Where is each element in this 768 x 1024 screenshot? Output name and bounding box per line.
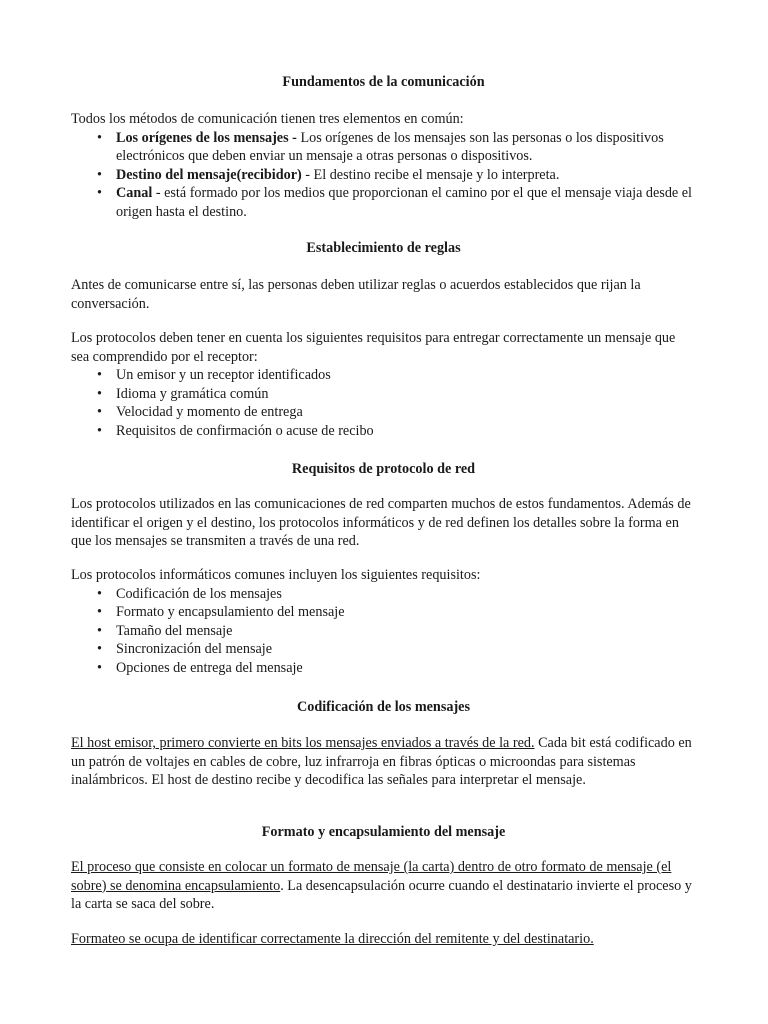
section-reglas-requisitos [71, 329, 696, 441]
list-item [71, 659, 696, 678]
protocolo-paragraph-1: Los protocolos utilizados en las comunicaciones de red comparten muchos de estos fundamentos. Además de identificar el origen y el destino, los protocolos informáticos y de red definen los detalles sobre la forma en que los mensajes se transmiten a través de una red. [71, 496, 691, 550]
codificacion-paragraph [71, 734, 696, 790]
protocolo-paragraph-2: Los protocolos informáticos comunes incluyen los siguientes requisitos: [71, 567, 481, 583]
list-item-text: Requisitos de confirmación o acuse de recibo [116, 422, 374, 439]
list-item-text: Velocidad y momento de entrega [116, 404, 303, 421]
term-origenes: Los orígenes de los mensajes - [116, 129, 297, 146]
formato-underlined-text: El proceso que consiste en colocar un formato de mensaje (la carta) dentro de otro formato de mensaje (el sobre) se denomina encapsulamiento [71, 859, 672, 894]
formato-paragraph-2: Formateo se ocupa de identificar correctamente la dirección del remitente y del destinatario. [71, 931, 594, 947]
section-fundamentos [71, 110, 696, 222]
section-reglas [71, 276, 696, 313]
bullet-icon: • [97, 659, 102, 676]
section-protocolo-red [71, 495, 696, 551]
list-item [71, 622, 696, 641]
bullet-icon: • [97, 585, 102, 602]
list-item-text: Formato y encapsulamiento del mensaje [116, 604, 345, 621]
intro-paragraph: Todos los métodos de comunicación tienen tres elementos en común: [71, 111, 464, 127]
list-item [71, 366, 696, 385]
reglas-paragraph-1: Antes de comunicarse entre sí, las personas deben utilizar reglas o acuerdos establecidos que rijan la conversación. [71, 277, 641, 312]
section-title-reglas: Establecimiento de reglas [306, 240, 461, 256]
list-item [71, 166, 696, 185]
list-item [71, 129, 696, 166]
bullet-icon: • [97, 622, 102, 639]
bullet-icon: • [97, 166, 102, 183]
term-text: Los orígenes de los mensajes son las personas o los dispositivos electrónicos que deben enviar un mensaje a otras personas o dispositivos. [116, 129, 664, 165]
list-item-text: Idioma y gramática común [116, 385, 269, 402]
list-item [71, 403, 696, 422]
list-item-text: Tamaño del mensaje [116, 622, 233, 639]
section-codificacion [71, 734, 696, 790]
list-item-text: Codificación de los mensajes [116, 585, 282, 602]
reglas-paragraph-2: Los protocolos deben tener en cuenta los siguientes requisitos para entregar correctamente un mensaje que sea comprendido por el receptor: [71, 330, 676, 365]
codificacion-underlined-text: El host emisor, primero convierte en bits los mensajes enviados a través de la red. [71, 735, 535, 751]
term-text: - está formado por los medios que proporcionan el camino por el que el mensaje viaja desde el origen hasta el destino. [116, 185, 693, 220]
requisitos-list [71, 366, 696, 440]
section-formato-2 [71, 930, 696, 949]
section-title-codificacion: Codificación de los mensajes [296, 699, 470, 715]
section-title-fundamentos: Fundamentos de la comunicación [282, 74, 485, 90]
list-item [71, 385, 696, 404]
section-formato [71, 858, 696, 914]
term-canal: Canal [116, 185, 153, 202]
list-item [71, 585, 696, 604]
list-item [71, 640, 696, 659]
term-text: - El destino recibe el mensaje y lo interpreta. [301, 166, 560, 183]
elements-list [71, 129, 696, 222]
bullet-icon: • [97, 385, 102, 402]
formato-text: . La desencapsulación ocurre cuando el destinatario invierte el proceso y la carta se saca del sobre. [71, 877, 692, 913]
codificacion-text: Cada bit está codificado en un patrón de voltajes en cables de cobre, luz infrarroja en fibras ópticas o microondas para sistemas inalámbricos. El host de destino recibe y decodifica las señales para interpretar el mensaje. [71, 735, 692, 789]
section-title-formato: Formato y encapsulamiento del mensaje [261, 824, 506, 840]
term-destino: Destino del mensaje(recibidor) [116, 166, 302, 183]
bullet-icon: • [97, 404, 102, 421]
bullet-icon: • [97, 367, 102, 384]
section-protocolo-requisitos [71, 566, 696, 678]
list-item [71, 184, 696, 221]
bullet-icon: • [97, 641, 102, 658]
formato-paragraph-1 [71, 858, 696, 914]
list-item-text: Opciones de entrega del mensaje [116, 659, 303, 676]
bullet-icon: • [97, 185, 102, 202]
list-item-text: Sincronización del mensaje [116, 641, 273, 658]
bullet-icon: • [97, 422, 102, 439]
list-item-text: Un emisor y un receptor identificados [116, 367, 331, 384]
list-item [71, 603, 696, 622]
protocolo-requisitos-list [71, 585, 696, 678]
section-title-protocolo-red: Requisitos de protocolo de red [291, 461, 476, 477]
list-item [71, 422, 696, 441]
bullet-icon: • [97, 604, 102, 621]
bullet-icon: • [97, 129, 102, 146]
